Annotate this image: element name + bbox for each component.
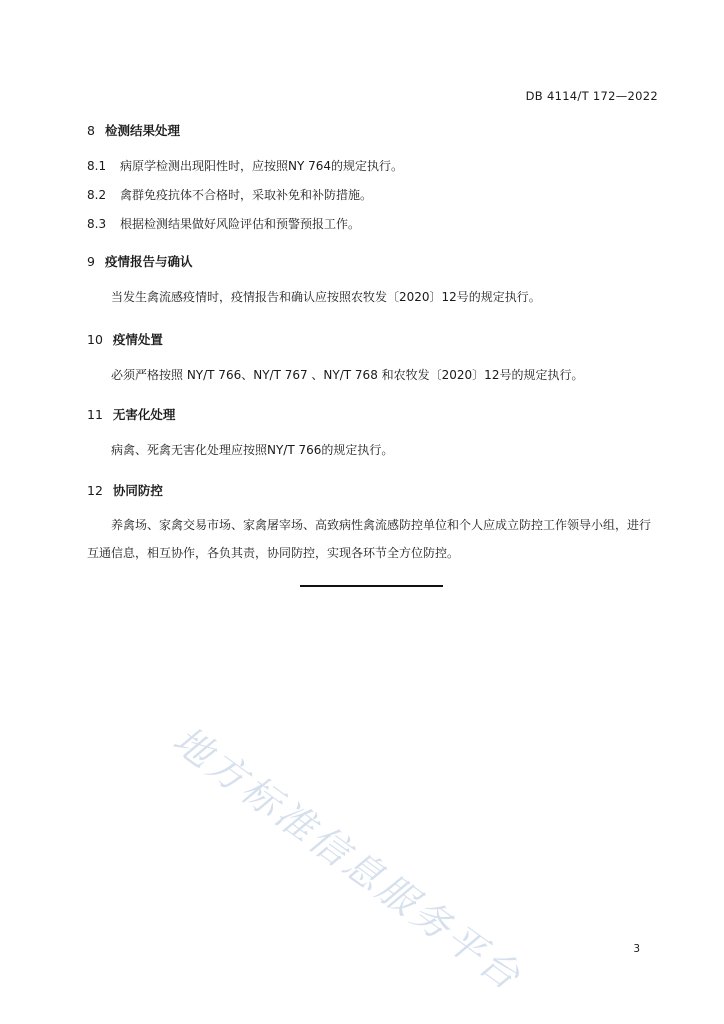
section-9-paragraph: 当发生禽流感疫情时，疫情报告和确认应按照农牧发〔2020〕12号的规定执行。 xyxy=(111,290,541,304)
section-number: 11 xyxy=(87,407,103,422)
clause-text: 禽群免疫抗体不合格时，采取补免和补防措施。 xyxy=(120,188,373,202)
document-code: DB 4114/T 172—2022 xyxy=(525,89,658,103)
watermark: 地方标准信息服务平台 xyxy=(165,717,531,1001)
section-11-heading xyxy=(87,405,175,423)
section-title: 协同防控 xyxy=(112,483,163,498)
clause-number: 8.2 xyxy=(87,188,107,202)
section-number: 10 xyxy=(87,332,103,347)
end-rule xyxy=(300,585,443,587)
clause-8-1 xyxy=(87,157,403,174)
section-number: 9 xyxy=(87,254,95,269)
section-number: 12 xyxy=(87,483,103,498)
page-number: 3 xyxy=(633,943,640,955)
section-9-heading xyxy=(87,252,192,270)
section-10-heading xyxy=(87,330,163,348)
section-12-heading xyxy=(87,481,163,499)
section-title: 疫情报告与确认 xyxy=(104,254,193,269)
clause-text: 病原学检测出现阳性时，应按照NY 764的规定执行。 xyxy=(120,159,404,173)
clause-text: 根据检测结果做好风险评估和预警预报工作。 xyxy=(120,217,361,231)
clause-8-3 xyxy=(87,215,360,232)
section-title: 检测结果处理 xyxy=(104,123,180,138)
section-11-paragraph: 病禽、死禽无害化处理应按照NY/T 766的规定执行。 xyxy=(111,443,394,457)
section-title: 无害化处理 xyxy=(112,407,176,422)
clause-8-2 xyxy=(87,186,372,203)
section-8-heading xyxy=(87,121,180,139)
clause-number: 8.1 xyxy=(87,159,107,173)
section-title: 疫情处置 xyxy=(112,332,163,347)
section-number: 8 xyxy=(87,123,95,138)
section-10-paragraph: 必须严格按照 NY/T 766、NY/T 767 、NY/T 768 和农牧发〔2020〕12号的规定执行。 xyxy=(111,368,584,382)
clause-number: 8.3 xyxy=(87,217,107,231)
section-12-paragraph: 养禽场、家禽交易市场、家禽屠宰场、高致病性禽流感防控单位和个人应成立防控工作领导小组，进行互通信息，相互协作，各负其责，协同防控，实现各环节全方位防控。 xyxy=(87,518,652,560)
